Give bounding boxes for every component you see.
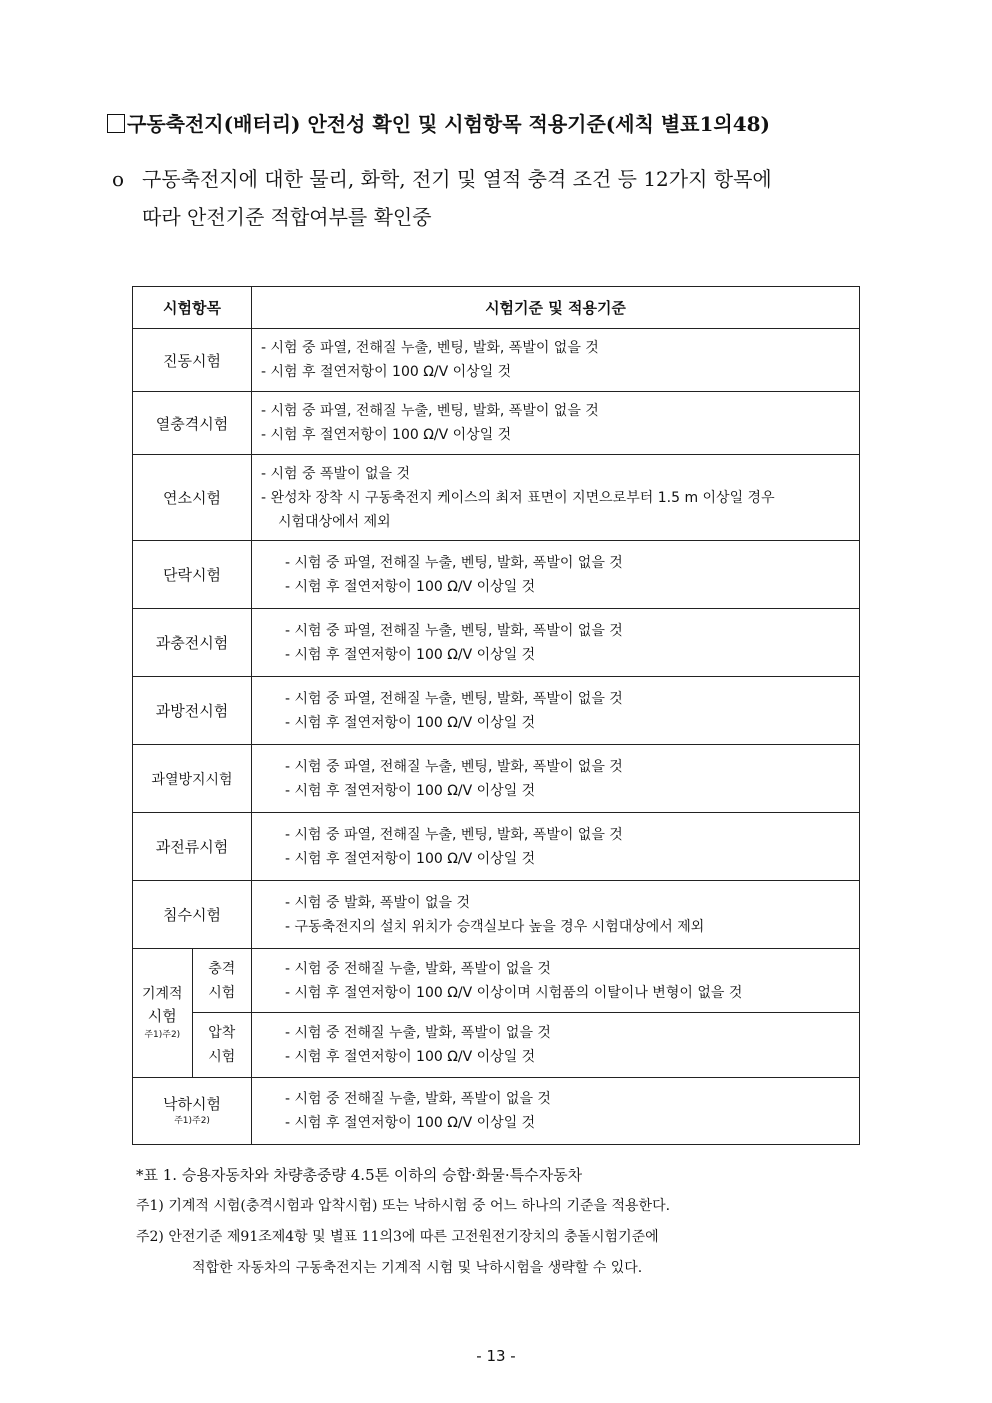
footnote-2: 주2) 안전기준 제91조제4항 및 별표 11의3에 따른 고전원전기장치의 충돌시험기준에 (136, 1229, 659, 1245)
table-row (133, 329, 860, 392)
criteria-line: - 시험 중 폭발이 없을 것 (261, 465, 411, 482)
bullet-icon: o (112, 167, 125, 191)
criteria-line: - 시험 후 절연저항이 100 Ω/V 이상일 것 (285, 850, 536, 867)
criteria-cell (252, 881, 860, 949)
criteria-line: - 시험 중 파열, 전해질 누출, 벤팅, 발화, 폭발이 없을 것 (285, 690, 623, 707)
checkbox-square-icon (107, 114, 125, 133)
criteria-cell (252, 455, 860, 541)
test-item: 침수시험 (133, 881, 252, 949)
test-item: 열충격시험 (133, 392, 252, 455)
crush-test-label (192, 1013, 252, 1078)
table-row (133, 677, 860, 745)
impact-test-label (192, 949, 252, 1013)
impact-label-1: 충격 (208, 960, 236, 977)
criteria-line: - 시험 중 파열, 전해질 누출, 벤팅, 발화, 폭발이 없을 것 (285, 554, 623, 571)
test-item: 과방전시험 (133, 677, 252, 745)
criteria-cell (252, 677, 860, 745)
table-row (133, 745, 860, 813)
test-item: 과열방지시험 (133, 745, 252, 813)
criteria-line: - 시험 중 파열, 전해질 누출, 벤팅, 발화, 폭발이 없을 것 (285, 758, 623, 775)
table-row (133, 392, 860, 455)
standards-table (132, 286, 860, 1145)
impact-label-2: 시험 (208, 984, 236, 1001)
criteria-line: - 완성차 장착 시 구동축전지 케이스의 최저 표면이 지면으로부터 1.5 m 이상일 경우 (261, 489, 775, 506)
test-item: 단락시험 (133, 541, 252, 609)
criteria-line: - 시험 후 절연저항이 100 Ω/V 이상이며 시험품의 이탈이나 변형이 없을 것 (285, 984, 743, 1001)
mechanical-note-ref: 주1)주2) (144, 1030, 181, 1040)
table-row (133, 1078, 860, 1145)
criteria-line: - 시험 중 전해질 누출, 발화, 폭발이 없을 것 (285, 1025, 551, 1041)
mechanical-label-2: 시험 (147, 1007, 177, 1025)
drop-test-label (133, 1078, 252, 1145)
page-number: - 13 - (476, 1347, 516, 1365)
test-item: 진동시험 (133, 329, 252, 392)
table-row (133, 813, 860, 881)
test-item: 연소시험 (133, 455, 252, 541)
criteria-cell (252, 392, 860, 455)
test-item: 과충전시험 (133, 609, 252, 677)
section-heading (107, 108, 770, 137)
section-heading-text: 구동축전지(배터리) 안전성 확인 및 시험항목 적용기준(세칙 별표1의48) (127, 112, 771, 136)
intro-line-2: 따라 안전기준 적합여부를 확인중 (142, 205, 432, 229)
criteria-cell (252, 329, 860, 392)
crush-label-2: 시험 (208, 1049, 236, 1065)
criteria-line: - 시험 중 파열, 전해질 누출, 벤팅, 발화, 폭발이 없을 것 (285, 826, 623, 843)
table-row (133, 949, 860, 1013)
criteria-cell (252, 949, 860, 1013)
table-header-row (133, 287, 860, 329)
criteria-line: - 시험 후 절연저항이 100 Ω/V 이상일 것 (285, 578, 536, 595)
criteria-line: - 시험 중 전해질 누출, 발화, 폭발이 없을 것 (285, 960, 551, 977)
criteria-cell (252, 745, 860, 813)
test-item: 과전류시험 (133, 813, 252, 881)
mechanical-label-1: 기계적 (141, 986, 183, 1002)
footnote-star: *표 1. 승용자동차와 차량총중량 4.5톤 이하의 승합·화물·특수자동차 (136, 1166, 583, 1184)
table-row (133, 1013, 860, 1078)
table-row (133, 881, 860, 949)
crush-label-1: 압착 (208, 1025, 236, 1041)
criteria-cell (252, 1078, 860, 1145)
table-row (133, 455, 860, 541)
criteria-line: 시험대상에서 제외 (278, 513, 391, 530)
drop-note-ref: 주1)주2) (174, 1116, 210, 1126)
criteria-line: - 시험 후 절연저항이 100 Ω/V 이상일 것 (261, 364, 512, 380)
header-test-item: 시험항목 (133, 287, 252, 329)
criteria-line: - 시험 중 파열, 전해질 누출, 벤팅, 발화, 폭발이 없을 것 (285, 622, 623, 639)
drop-test-item: 낙하시험 (163, 1095, 221, 1113)
criteria-cell (252, 609, 860, 677)
footnotes (136, 1160, 896, 1284)
criteria-line: - 시험 후 절연저항이 100 Ω/V 이상일 것 (285, 1115, 536, 1131)
criteria-line: - 시험 후 절연저항이 100 Ω/V 이상일 것 (285, 782, 536, 799)
criteria-line: - 시험 후 절연저항이 100 Ω/V 이상일 것 (285, 714, 536, 731)
criteria-cell (252, 1013, 860, 1078)
criteria-line: - 시험 후 절연저항이 100 Ω/V 이상일 것 (285, 1049, 536, 1065)
intro-paragraph (112, 160, 902, 236)
criteria-cell (252, 541, 860, 609)
criteria-line: - 시험 중 파열, 전해질 누출, 벤팅, 발화, 폭발이 없을 것 (261, 403, 599, 419)
table-row (133, 609, 860, 677)
footnote-1: 주1) 기계적 시험(충격시험과 압착시험) 또는 낙하시험 중 어느 하나의 기준을 적용한다. (136, 1198, 671, 1214)
criteria-line: - 시험 후 절연저항이 100 Ω/V 이상일 것 (285, 646, 536, 663)
mechanical-test-label (133, 949, 193, 1078)
header-criteria: 시험기준 및 적용기준 (252, 287, 860, 329)
criteria-line: - 시험 중 파열, 전해질 누출, 벤팅, 발화, 폭발이 없을 것 (261, 340, 599, 356)
footnote-2-continued: 적합한 자동차의 구동축전지는 기계적 시험 및 낙하시험을 생략할 수 있다. (192, 1260, 643, 1276)
table-row (133, 541, 860, 609)
criteria-line: - 시험 중 발화, 폭발이 없을 것 (285, 894, 470, 911)
criteria-line: - 시험 후 절연저항이 100 Ω/V 이상일 것 (261, 427, 512, 443)
criteria-line: - 시험 중 전해질 누출, 발화, 폭발이 없을 것 (285, 1091, 551, 1107)
criteria-line: - 구동축전지의 설치 위치가 승객실보다 높을 경우 시험대상에서 제외 (285, 918, 705, 935)
intro-line-1: 구동축전지에 대한 물리, 화학, 전기 및 열적 충격 조건 등 12가지 항목에 (142, 167, 772, 191)
criteria-cell (252, 813, 860, 881)
